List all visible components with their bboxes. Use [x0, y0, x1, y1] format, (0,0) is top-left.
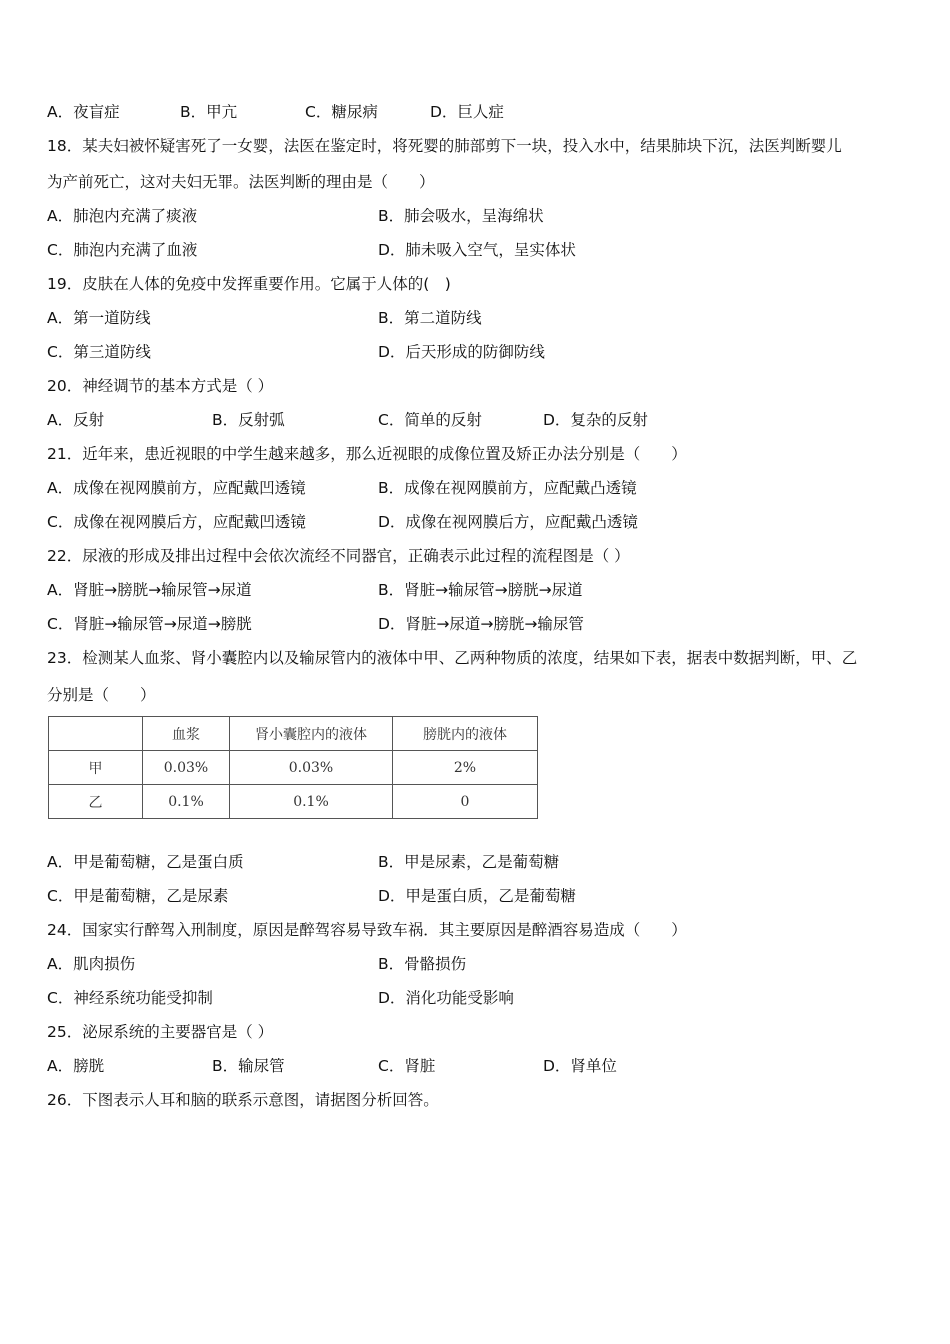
- table-header-row: [49, 717, 538, 751]
- q19-stem: 19．皮肤在人体的免疫中发挥重要作用。它属于人体的( ): [47, 275, 451, 293]
- table-cell: 0.1%: [230, 785, 393, 819]
- q20-option-b[interactable]: B．反射弧: [212, 411, 285, 429]
- q21-option-a[interactable]: A．成像在视网膜前方，应配戴凹透镜: [47, 479, 306, 497]
- q21-option-d[interactable]: D．成像在视网膜后方，应配戴凸透镜: [378, 513, 638, 531]
- q18-option-b[interactable]: B．肺会吸水，呈海绵状: [378, 207, 544, 225]
- q24-stem: 24．国家实行醉驾入刑制度，原因是醉驾容易导致车祸．其主要原因是醉酒容易造成（ ）: [47, 921, 687, 939]
- table-cell: 2%: [393, 751, 538, 785]
- q20-option-c[interactable]: C．简单的反射: [378, 411, 482, 429]
- q19-option-c[interactable]: C．第三道防线: [47, 343, 151, 361]
- q21-option-c[interactable]: C．成像在视网膜后方，应配戴凹透镜: [47, 513, 306, 531]
- q19-option-b[interactable]: B．第二道防线: [378, 309, 482, 327]
- q25-stem: 25．泌尿系统的主要器官是（ ）: [47, 1023, 274, 1041]
- q21-stem: 21．近年来，患近视眼的中学生越来越多，那么近视眼的成像位置及矫正办法分别是（ ）: [47, 445, 687, 463]
- q17-option-d[interactable]: D．巨人症: [430, 103, 504, 121]
- q22-option-a[interactable]: A．肾脏→膀胱→输尿管→尿道: [47, 581, 252, 599]
- table-cell: 0.03%: [230, 751, 393, 785]
- q17-option-c[interactable]: C．糖尿病: [305, 103, 378, 121]
- q24-option-b[interactable]: B．骨骼损伤: [378, 955, 467, 973]
- q17-option-a[interactable]: A．夜盲症: [47, 103, 120, 121]
- table-cell: 乙: [49, 785, 143, 819]
- q23-option-c[interactable]: C．甲是葡萄糖，乙是尿素: [47, 887, 229, 905]
- table-cell: 0: [393, 785, 538, 819]
- q24-option-a[interactable]: A．肌肉损伤: [47, 955, 136, 973]
- q17-option-b[interactable]: B．甲亢: [180, 103, 238, 121]
- q20-stem: 20．神经调节的基本方式是（ ）: [47, 377, 274, 395]
- q18-stem-line1: 18．某夫妇被怀疑害死了一女婴，法医在鉴定时，将死婴的肺部剪下一块，投入水中，结果肺块下沉，法医判断婴儿: [47, 137, 842, 155]
- q21-option-b[interactable]: B．成像在视网膜前方，应配戴凸透镜: [378, 479, 637, 497]
- table-row: [49, 751, 538, 785]
- q23-stem-line2: 分别是（ ）: [47, 686, 156, 704]
- table-cell: 0.1%: [143, 785, 230, 819]
- q18-option-c[interactable]: C．肺泡内充满了血液: [47, 241, 198, 259]
- q25-option-d[interactable]: D．肾单位: [543, 1057, 617, 1075]
- table-header-cell: 肾小囊腔内的液体: [230, 717, 393, 751]
- q23-option-d[interactable]: D．甲是蛋白质，乙是葡萄糖: [378, 887, 576, 905]
- q23-data-table: [48, 716, 538, 819]
- q23-option-a[interactable]: A．甲是葡萄糖，乙是蛋白质: [47, 853, 244, 871]
- table-header-cell: [49, 717, 143, 751]
- q22-stem: 22．尿液的形成及排出过程中会依次流经不同器官，正确表示此过程的流程图是（ ）: [47, 547, 630, 565]
- q23-stem-line1: 23．检测某人血浆、肾小囊腔内以及输尿管内的液体中甲、乙两种物质的浓度，结果如下表，据表中数据判断，甲、乙: [47, 649, 858, 667]
- q18-option-a[interactable]: A．肺泡内充满了痰液: [47, 207, 198, 225]
- q20-option-d[interactable]: D．复杂的反射: [543, 411, 648, 429]
- table-header-cell: 膀胱内的液体: [393, 717, 538, 751]
- q22-option-d[interactable]: D．肾脏→尿道→膀胱→输尿管: [378, 615, 584, 633]
- q26-stem: 26．下图表示人耳和脑的联系示意图，请据图分析回答。: [47, 1091, 439, 1109]
- q25-option-b[interactable]: B．输尿管: [212, 1057, 285, 1075]
- q25-option-a[interactable]: A．膀胱: [47, 1057, 105, 1075]
- q18-stem-line2: 为产前死亡，这对夫妇无罪。法医判断的理由是（ ）: [47, 173, 435, 191]
- q24-option-d[interactable]: D．消化功能受影响: [378, 989, 514, 1007]
- q19-option-d[interactable]: D．后天形成的防御防线: [378, 343, 545, 361]
- q22-option-c[interactable]: C．肾脏→输尿管→尿道→膀胱: [47, 615, 252, 633]
- table-cell: 甲: [49, 751, 143, 785]
- table-row: [49, 785, 538, 819]
- q23-option-b[interactable]: B．甲是尿素，乙是葡萄糖: [378, 853, 560, 871]
- q20-option-a[interactable]: A．反射: [47, 411, 105, 429]
- table-cell: 0.03%: [143, 751, 230, 785]
- q19-option-a[interactable]: A．第一道防线: [47, 309, 151, 327]
- q24-option-c[interactable]: C．神经系统功能受抑制: [47, 989, 213, 1007]
- q22-option-b[interactable]: B．肾脏→输尿管→膀胱→尿道: [378, 581, 583, 599]
- table-header-cell: 血浆: [143, 717, 230, 751]
- q25-option-c[interactable]: C．肾脏: [378, 1057, 436, 1075]
- q18-option-d[interactable]: D．肺未吸入空气，呈实体状: [378, 241, 576, 259]
